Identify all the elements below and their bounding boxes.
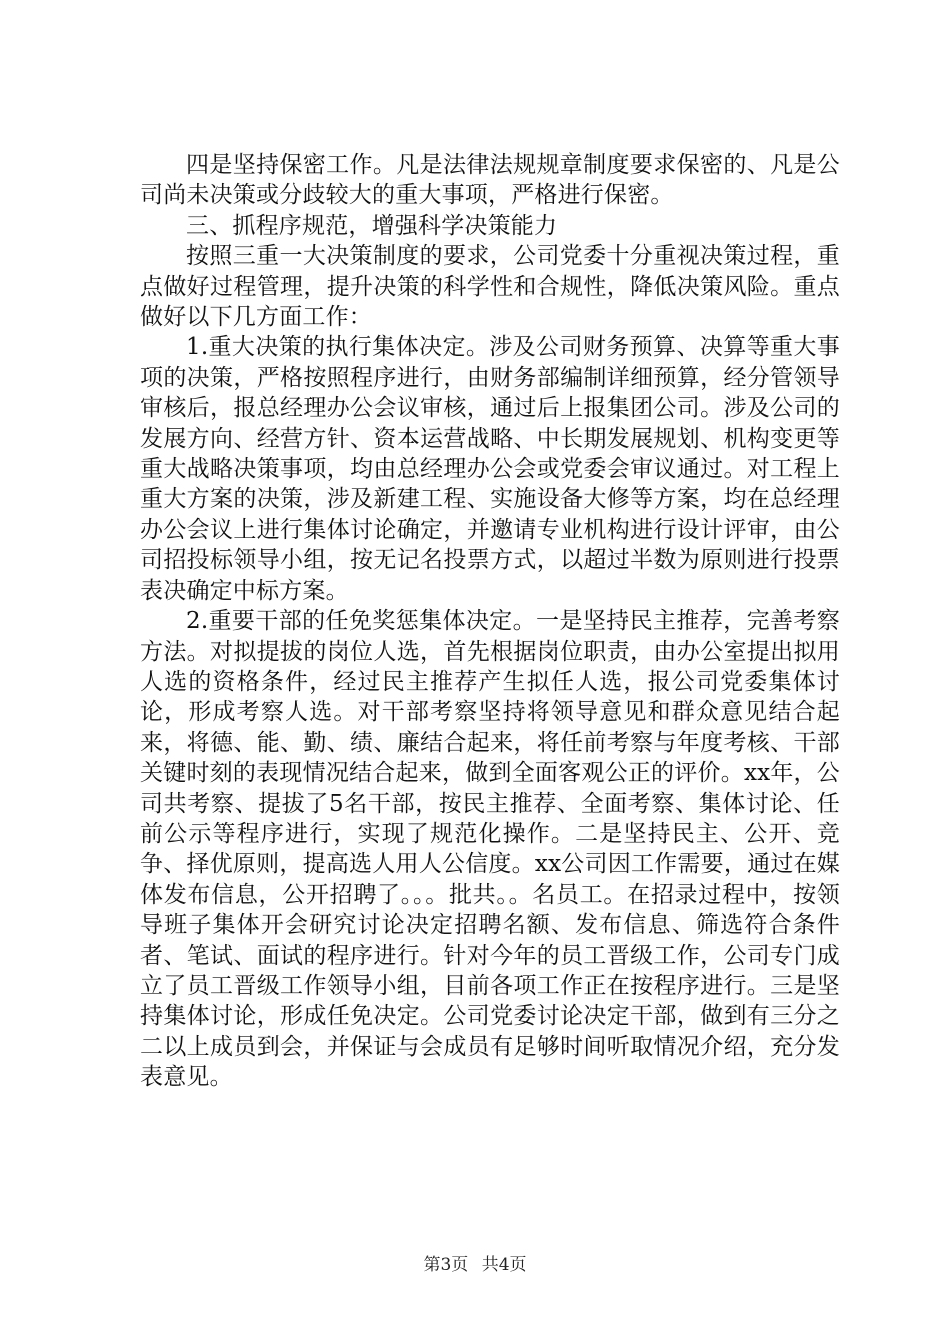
paragraph-major-decisions: 1.重大决策的执行集体决定。涉及公司财务预算、决算等重大事项的决策，严格按照程序进行，由财务部编制详细预算，经分管领导审核后，报总经理办公会议审核，通过后上报集团公司。涉及公司的发展方向、经营方针、资本运营战略、中长期发展规划、机构变更等重大战略决策事项，均由总经理办公会或党委会审议通过。对工程上重大方案的决策，涉及新建工程、实施设备大修等方案，均在总经理办公会议上进行集体讨论确定，并邀请专业机构进行设计评审，由公司招投标领导小组，按无记名投票方式，以超过半数为原则进行投票表决确定中标方案。 <box>140 334 840 604</box>
paragraph-cadre-appointments: 2.重要干部的任免奖惩集体决定。一是坚持民主推荐，完善考察方法。对拟提拔的岗位人选，首先根据岗位职责，由办公室提出拟用人选的资格条件，经过民主推荐产生拟任人选，报公司党委集体讨论，形成考察人选。对干部考察坚持将领导意见和群众意见结合起来，将德、能、勤、绩、廉结合起来，将任前考察与年度考核、干部关键时刻的表现情况结合起来，做到全面客观公正的评价。xx年，公司共考察、提拔了5名干部，按民主推荐、全面考察、集体讨论、任前公示等程序进行，实现了规范化操作。二是坚持民主、公开、竞争、择优原则，提高选人用人公信度。xx公司因工作需要，通过在媒体发布信息，公开招聘了。。。批共。。名员工。在招录过程中，按领导班子集体开会研究讨论决定招聘名额、发布信息、筛选符合条件者、笔试、面试的程序进行。针对今年的员工晋级工作，公司专门成立了员工晋级工作领导小组，目前各项工作正在按程序进行。三是坚持集体讨论，形成任免决定。公司党委讨论决定干部，做到有三分之二以上成员到会，并保证与会成员有足够时间听取情况介绍，充分发表意见。 <box>140 608 840 1091</box>
page-footer <box>0 1250 950 1275</box>
page-total: 共4页 <box>481 1255 527 1275</box>
document-body <box>140 150 840 1093</box>
paragraph-confidentiality: 四是坚持保密工作。凡是法律法规规章制度要求保密的、凡是公司尚未决策或分歧较大的重大事项，严格进行保密。 <box>140 152 840 209</box>
paragraph-decision-intro: 按照三重一大决策制度的要求，公司党委十分重视决策过程，重点做好过程管理，提升决策的科学性和合规性，降低决策风险。重点做好以下几方面工作： <box>140 243 840 331</box>
section-heading-three: 三、抓程序规范，增强科学决策能力 <box>186 212 558 239</box>
page-number: 第3页 <box>423 1255 469 1275</box>
